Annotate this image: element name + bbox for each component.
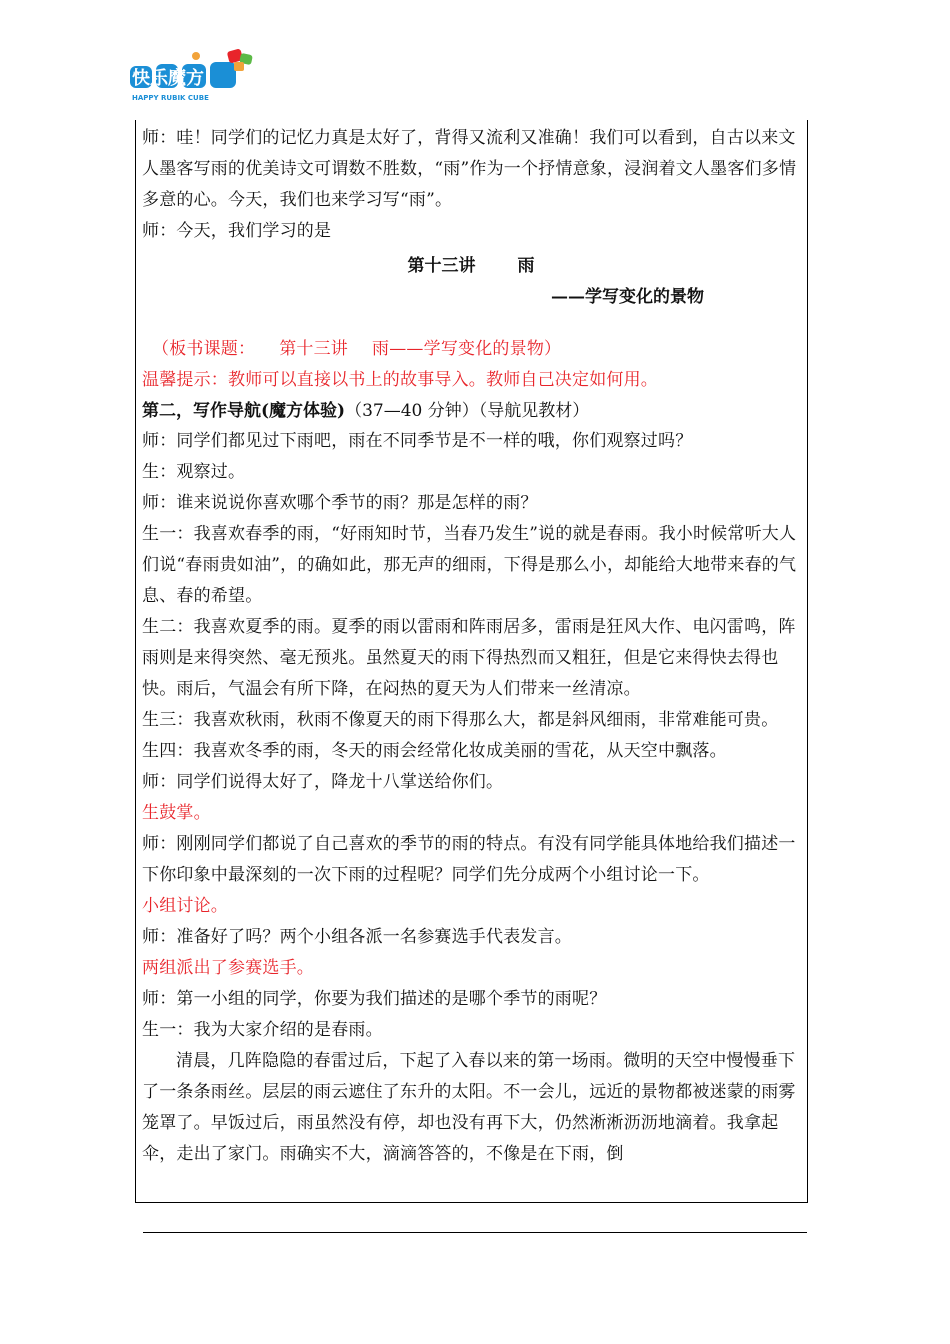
document-content bbox=[136, 123, 807, 1170]
intro-paragraph: 师：哇！同学们的记忆力真是太好了，背得又流利又准确！我们可以看到，自古以来文人墨客写雨的优美诗文可谓数不胜数，“雨”作为一个抒情意象，浸润着文人墨客们多情多意的心。今天，我们也来学习写“雨”。 bbox=[142, 128, 797, 210]
lesson-number: 第十三讲 bbox=[407, 256, 476, 276]
essay-paragraph: 清晨，几阵隐隐的春雷过后，下起了入春以来的第一场雨。微明的天空中慢慢垂下了一条条雨丝。层层的雨云遮住了东升的太阳。不一会儿，远近的景物都被迷蒙的雨雾笼罩了。早饭过后，雨虽然没有停，却也没有再下大，仍然淅淅沥沥地滴着。我拿起伞，走出了家门。雨确实不大，滴滴答答的，不像是在下雨，倒 bbox=[142, 1051, 796, 1164]
logo-subtext: HAPPY RUBIK CUBE bbox=[132, 94, 209, 102]
document-frame bbox=[135, 120, 808, 1203]
dialogue-line: 生：观察过。 bbox=[142, 462, 246, 482]
board-label: （板书课题： bbox=[152, 339, 256, 359]
lesson-subtitle: ——学写变化的景物 bbox=[551, 287, 704, 307]
board-topic bbox=[142, 334, 800, 365]
dialogue-line: 师：刚刚同学们都说了自己喜欢的季节的雨的特点。有没有同学能具体地给我们描述一下你印象中最深刻的一次下雨的过程呢？同学们先分成两个小组讨论一下。 bbox=[142, 834, 796, 885]
teacher-tip: 温馨提示：教师可以直接以书上的故事导入。教师自己决定如何用。 bbox=[142, 370, 658, 390]
stage-direction: 两组派出了参赛选手。 bbox=[142, 958, 314, 978]
dialogue-line: 生二：我喜欢夏季的雨。夏季的雨以雷雨和阵雨居多，雷雨是狂风大作、电闪雷鸣，阵雨则是来得突然、毫无预兆。虽然夏天的雨下得热烈而又粗狂，但是它来得快去得也快。雨后，气温会有所下降，在闷热的夏天为人们带来一丝清凉。 bbox=[142, 617, 796, 699]
board-number: 第十三讲 bbox=[279, 339, 349, 359]
dialogue-line: 生三：我喜欢秋雨，秋雨不像夏天的雨下得那么大，都是斜风细雨，非常难能可贵。 bbox=[142, 710, 779, 730]
dialogue-line: 师：谁来说说你喜欢哪个季节的雨？那是怎样的雨？ bbox=[142, 493, 538, 513]
board-title: 雨——学写变化的景物） bbox=[372, 339, 562, 359]
section-duration: （37—40 分钟）（导航见教材） bbox=[345, 401, 590, 421]
lesson-title bbox=[142, 251, 800, 281]
dialogue-line: 生一：我为大家介绍的是春雨。 bbox=[142, 1020, 383, 1040]
section-heading bbox=[142, 396, 800, 426]
intro-lead: 师：今天，我们学习的是 bbox=[142, 221, 332, 241]
logo-text: 快乐魔方 bbox=[132, 68, 204, 89]
dialogue-line: 生四：我喜欢冬季的雨，冬天的雨会经常化妆成美丽的雪花，从天空中飘落。 bbox=[142, 741, 727, 761]
stage-direction: 生鼓掌。 bbox=[142, 803, 211, 823]
dialogue-line: 师：第一小组的同学，你要为我们描述的是哪个季节的雨呢？ bbox=[142, 989, 607, 1009]
dialogue-line: 师：同学们说得太好了，降龙十八掌送给你们。 bbox=[142, 772, 504, 792]
dialogue-line: 生一：我喜欢春季的雨，“好雨知时节，当春乃发生”说的就是春雨。我小时候常听大人们说“春雨贵如油”，的确如此，那无声的细雨，下得是那么小，却能给大地带来春的气息、春的希望。 bbox=[142, 524, 797, 606]
happy-rubik-cube-logo bbox=[128, 48, 258, 106]
lesson-name: 雨 bbox=[517, 256, 535, 276]
dialogue-line: 师：准备好了吗？两个小组各派一名参赛选手代表发言。 bbox=[142, 927, 572, 947]
footer-rule bbox=[143, 1232, 807, 1233]
section-title: 第二，写作导航(魔方体验) bbox=[142, 401, 346, 421]
stage-direction: 小组讨论。 bbox=[142, 896, 228, 916]
dialogue-line: 师：同学们都见过下雨吧，雨在不同季节是不一样的哦，你们观察过吗？ bbox=[142, 431, 693, 451]
